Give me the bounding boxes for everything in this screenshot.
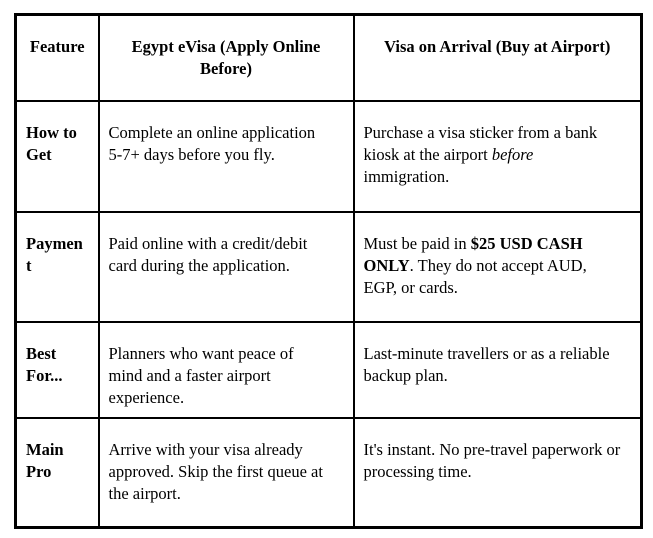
table-row [16,212,642,322]
evisa-cell [99,212,354,322]
cell-text [364,122,623,188]
text-segment: before [491,144,534,164]
cell-text [364,343,623,387]
column-header-feature: Feature [16,15,99,101]
cell-text [364,439,623,483]
table-row [16,101,642,212]
feature-label: Payment [26,233,83,275]
cell-text [109,233,330,277]
column-header-evisa: Egypt eVisa (Apply Online Before) [99,15,354,101]
visa-on-arrival-cell [354,101,642,212]
comparison-table [14,13,643,529]
text-segment: It's instant. No pre-travel paperwork or processing time. [363,439,621,481]
cell-text [109,122,330,166]
text-segment: $25 USD CASH ONLY [363,233,583,275]
text-segment: Must be paid in [363,233,471,253]
text-segment: . They do not accept AUD, EGP, or cards. [363,255,587,297]
feature-label: How to Get [26,122,77,164]
text-segment: Purchase a visa sticker from a bank kiosk at the airport [363,122,598,164]
text-segment: Last-minute travellers or as a reliable backup plan. [363,343,610,385]
feature-label: Main Pro [26,439,64,481]
feature-cell [16,322,99,418]
feature-label: Best For... [26,343,63,385]
text-segment: Complete an online application 5-7+ days before you fly. [108,122,316,164]
text-segment: immigration. [363,166,450,186]
cell-text [109,439,330,505]
evisa-cell [99,101,354,212]
feature-cell [16,212,99,322]
table-row [16,418,642,528]
evisa-cell [99,418,354,528]
cell-text [364,233,623,299]
text-segment: Planners who want peace of mind and a faster airport experience. [108,343,294,407]
column-header-visa-on-arrival: Visa on Arrival (Buy at Airport) [354,15,642,101]
header-row [16,15,642,101]
feature-cell [16,101,99,212]
evisa-cell [99,322,354,418]
text-segment: Paid online with a credit/debit card during the application. [108,233,308,275]
visa-on-arrival-cell [354,418,642,528]
visa-on-arrival-cell [354,212,642,322]
feature-cell [16,418,99,528]
table-row [16,322,642,418]
cell-text [109,343,330,409]
visa-on-arrival-cell [354,322,642,418]
table-body [16,101,642,528]
text-segment: Arrive with your visa already approved. Skip the first queue at the airport. [108,439,323,503]
